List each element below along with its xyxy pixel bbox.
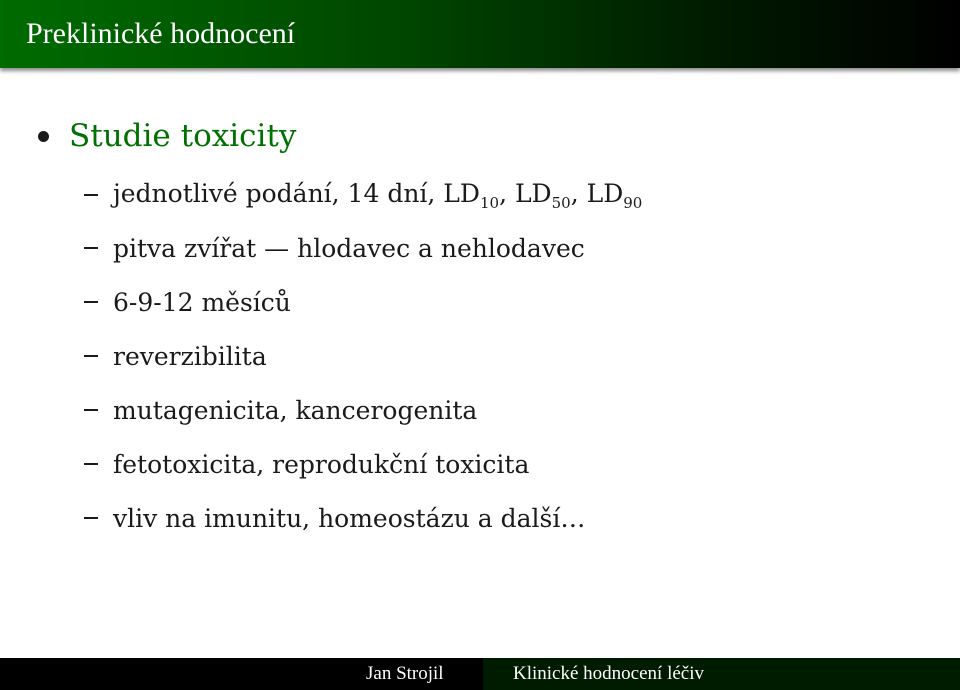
subitem-2: [84, 231, 585, 265]
subitem-text: jednotlivé podání, 14 dní, $LD_{10}$, $LD_{50}$, $LD_{90}$: [113, 178, 643, 212]
subitem-text: 6-9-12 měsíců: [113, 287, 291, 317]
dash-icon: [84, 194, 98, 196]
subitem-5: [84, 393, 477, 427]
dash-icon: [84, 463, 98, 465]
main-bullet: [38, 116, 296, 156]
bullet-dot-icon: [38, 131, 49, 142]
dash-icon: [84, 355, 98, 357]
subitem-3: [84, 285, 291, 319]
subitem-text: pitva zvířat — hlodavec a nehlodavec: [113, 233, 585, 263]
bullet-heading: Studie toxicity: [69, 118, 297, 154]
slide-title: Preklinické hodnocení: [26, 17, 296, 50]
subitem-1: [84, 178, 642, 212]
subitem-text: reverzibilita: [113, 341, 267, 371]
subitem-text: fetotoxicita, reprodukční toxicita: [113, 449, 530, 479]
footer-talk-title: Klinické hodnocení léčiv: [513, 663, 704, 684]
subitem-4: [84, 339, 267, 373]
dash-icon: [84, 517, 98, 519]
subitem-7: [84, 501, 585, 535]
subitem-text: vliv na imunitu, homeostázu a další…: [113, 503, 586, 533]
footer-title-box: [483, 658, 960, 690]
subitem-text: mutagenicita, kancerogenita: [113, 395, 478, 425]
dash-icon: [84, 301, 98, 303]
slide-footer: [0, 658, 960, 690]
subitem-6: [84, 447, 529, 481]
dash-icon: [84, 247, 98, 249]
footer-author: Jan Strojil: [366, 663, 444, 684]
dash-icon: [84, 409, 98, 411]
